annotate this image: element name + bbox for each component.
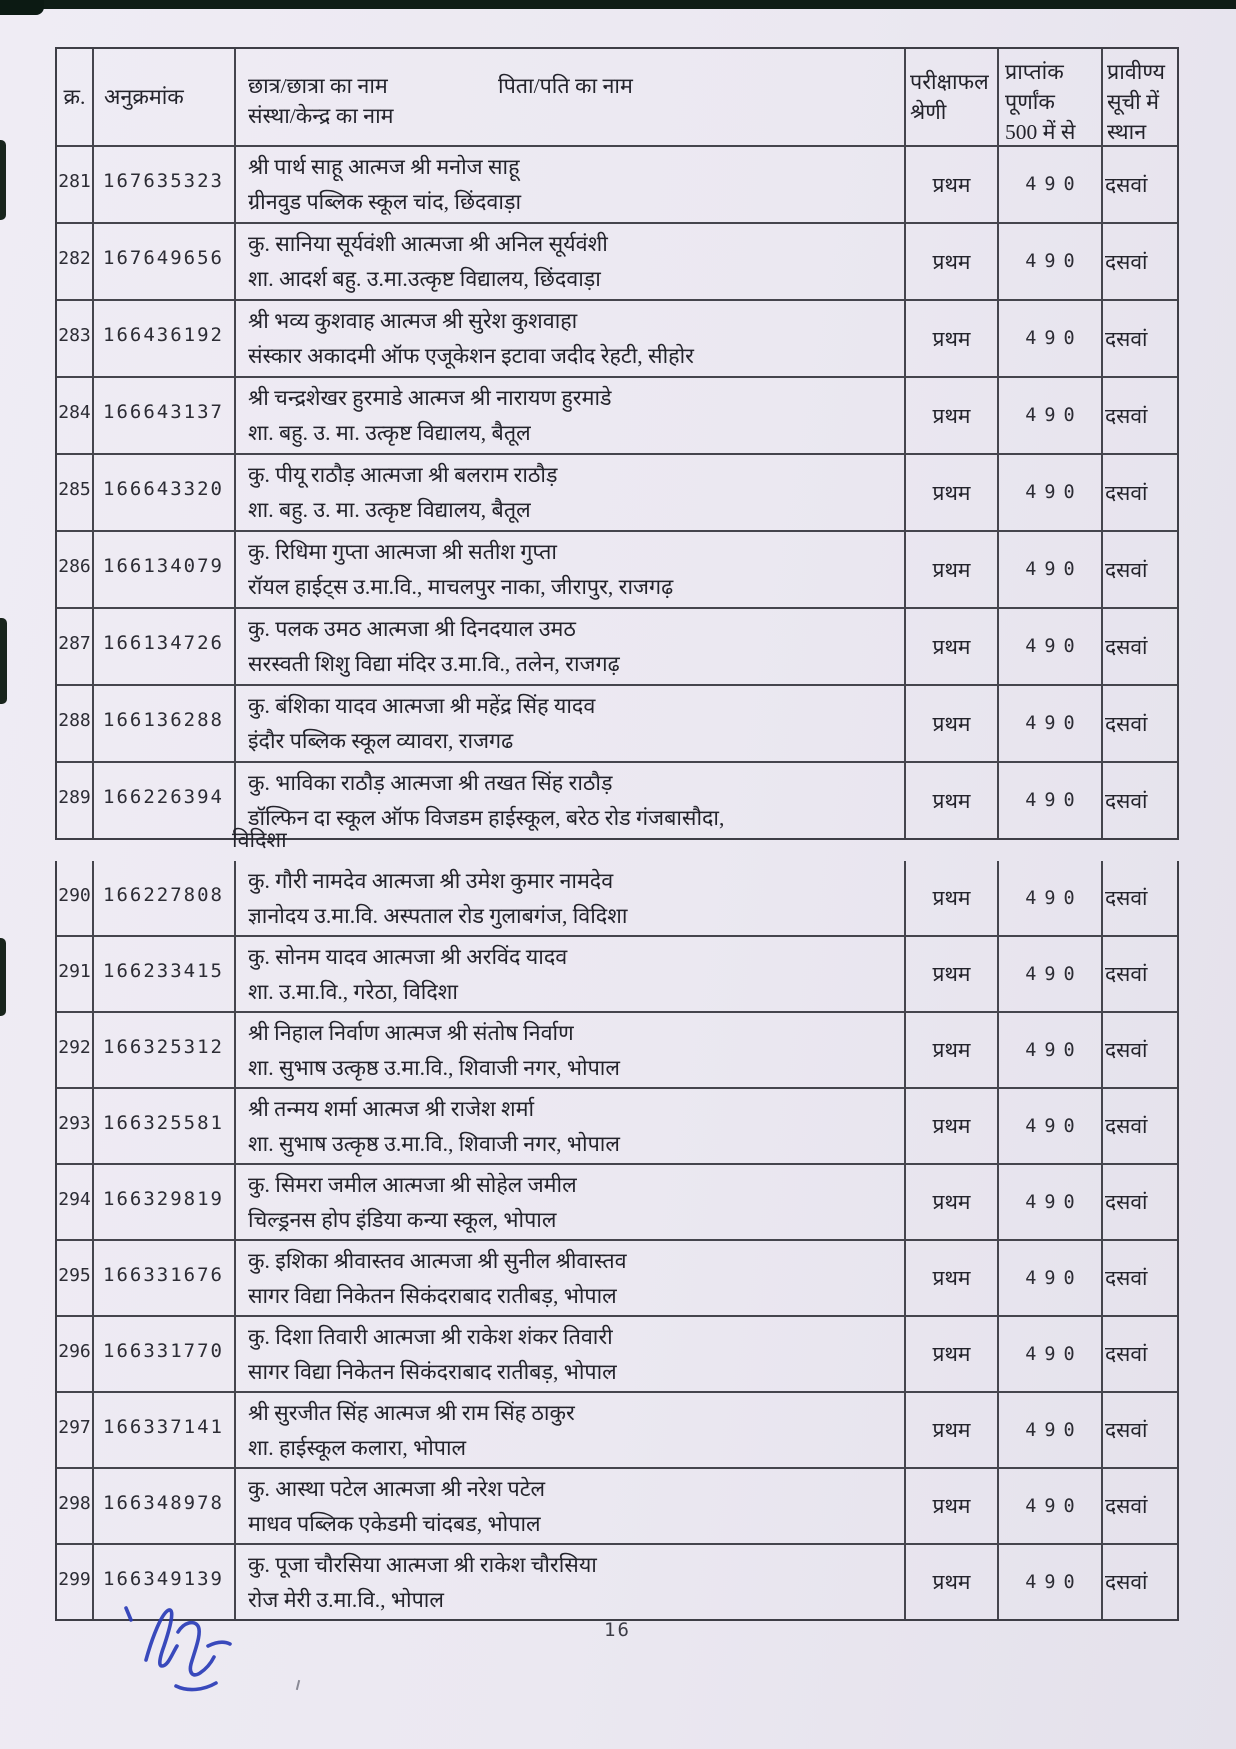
serial-cell: 287 bbox=[58, 633, 91, 654]
scan-edge-band-top bbox=[0, 0, 1236, 9]
roll-cell: 166337141 bbox=[92, 1393, 234, 1467]
result-cell: प्रथम bbox=[904, 1241, 997, 1315]
result-cell: प्रथम bbox=[904, 378, 997, 453]
result-cell: प्रथम bbox=[904, 455, 997, 530]
marks-cell: 490 bbox=[997, 301, 1101, 376]
table-row bbox=[57, 1087, 1177, 1163]
table-row bbox=[57, 1467, 1177, 1543]
result-cell: प्रथम bbox=[904, 147, 997, 222]
student-father-name: कु. पलक उमठ आत्मजा श्री दिनदयाल उमठ bbox=[248, 617, 576, 641]
student-father-name: कु. रिधिमा गुप्ता आत्मजा श्री सतीश गुप्ता bbox=[248, 540, 557, 564]
name-cell bbox=[234, 147, 904, 222]
roll-cell: 166134079 bbox=[92, 532, 234, 607]
marks-cell: 490 bbox=[997, 455, 1101, 530]
serial-cell: 283 bbox=[58, 325, 91, 346]
result-cell: प्रथम bbox=[904, 1545, 997, 1619]
marks-cell: 490 bbox=[997, 378, 1101, 453]
table-header-row bbox=[57, 49, 1177, 145]
scan-edge-smudge bbox=[0, 140, 6, 220]
name-cell bbox=[234, 301, 904, 376]
merit-cell: दसवां bbox=[1101, 1469, 1177, 1543]
roll-cell: 166325312 bbox=[92, 1013, 234, 1087]
student-father-name: कु. इशिका श्रीवास्तव आत्मजा श्री सुनील श्रीवास्तव bbox=[248, 1249, 627, 1273]
student-father-name: कु. सिमरा जमील आत्मजा श्री सोहेल जमील bbox=[248, 1173, 577, 1197]
name-cell bbox=[234, 455, 904, 530]
merit-cell: दसवां bbox=[1101, 1089, 1177, 1163]
roll-cell: 166329819 bbox=[92, 1165, 234, 1239]
table-row bbox=[57, 530, 1177, 607]
marks-cell: 490 bbox=[997, 686, 1101, 761]
merit-cell: दसवां bbox=[1101, 1317, 1177, 1391]
marks-cell: 490 bbox=[997, 1545, 1101, 1619]
student-father-name: कु. आस्था पटेल आत्मजा श्री नरेश पटेल bbox=[248, 1477, 546, 1501]
merit-cell: दसवां bbox=[1101, 1545, 1177, 1619]
table-row bbox=[57, 376, 1177, 453]
name-cell bbox=[234, 763, 904, 838]
table-row bbox=[57, 1239, 1177, 1315]
serial-cell: 288 bbox=[58, 710, 91, 731]
table-row bbox=[57, 1391, 1177, 1467]
merit-cell: दसवां bbox=[1101, 937, 1177, 1011]
header-roll-label: अनुक्रमांक bbox=[104, 85, 184, 109]
serial-cell: 289 bbox=[58, 787, 91, 808]
table-row bbox=[57, 299, 1177, 376]
name-cell bbox=[234, 1241, 904, 1315]
marks-cell: 490 bbox=[997, 1469, 1101, 1543]
school-name: शा. सुभाष उत्कृष्ठ उ.मा.वि., शिवाजी नगर, भोपाल bbox=[248, 1132, 620, 1156]
result-cell: प्रथम bbox=[904, 532, 997, 607]
merit-list-table-upper bbox=[55, 47, 1179, 840]
result-cell: प्रथम bbox=[904, 301, 997, 376]
header-result-line1: परीक्षाफल bbox=[910, 70, 989, 94]
serial-cell: 294 bbox=[58, 1189, 91, 1210]
header-merit bbox=[1101, 49, 1177, 145]
name-cell bbox=[234, 861, 904, 935]
table-row bbox=[57, 1011, 1177, 1087]
marks-cell: 490 bbox=[997, 1165, 1101, 1239]
student-father-name: कु. पीयू राठौड़ आत्मजा श्री बलराम राठौड़ bbox=[248, 463, 558, 487]
header-father-name-label: पिता/पति का नाम bbox=[498, 74, 633, 98]
serial-cell: 286 bbox=[58, 556, 91, 577]
header-name-line1 bbox=[248, 71, 904, 101]
merit-cell: दसवां bbox=[1101, 224, 1177, 299]
merit-list-table-lower bbox=[55, 861, 1179, 1621]
table-row bbox=[57, 684, 1177, 761]
roll-cell: 166643320 bbox=[92, 455, 234, 530]
student-father-name: कु. भाविका राठौड़ आत्मजा श्री तखत सिंह राठौड़ bbox=[248, 771, 613, 795]
school-name: सागर विद्या निकेतन सिकंदराबाद रातीबड़, भोपाल bbox=[248, 1360, 617, 1384]
student-father-name: कु. सानिया सूर्यवंशी आत्मजा श्री अनिल सूर्यवंशी bbox=[248, 232, 608, 256]
serial-cell: 297 bbox=[58, 1417, 91, 1438]
merit-cell: दसवां bbox=[1101, 861, 1177, 935]
serial-cell: 292 bbox=[58, 1037, 91, 1058]
table-row bbox=[57, 607, 1177, 684]
roll-cell: 166136288 bbox=[92, 686, 234, 761]
marks-cell: 490 bbox=[997, 1013, 1101, 1087]
name-cell bbox=[234, 937, 904, 1011]
student-father-name: श्री भव्य कुशवाह आत्मज श्री सुरेश कुशवाहा bbox=[248, 309, 578, 333]
student-father-name: कु. सोनम यादव आत्मजा श्री अरविंद यादव bbox=[248, 945, 568, 969]
result-cell: प्रथम bbox=[904, 224, 997, 299]
roll-cell: 166134726 bbox=[92, 609, 234, 684]
header-merit-line1: प्रावीण्य bbox=[1107, 60, 1166, 84]
school-name: सरस्वती शिशु विद्या मंदिर उ.मा.वि., तलेन, राजगढ़ bbox=[248, 652, 620, 676]
school-name: सागर विद्या निकेतन सिकंदराबाद रातीबड़, भोपाल bbox=[248, 1284, 617, 1308]
roll-cell: 166227808 bbox=[92, 861, 234, 935]
result-cell: प्रथम bbox=[904, 609, 997, 684]
school-name: माधव पब्लिक एकेडमी चांदबड, भोपाल bbox=[248, 1512, 541, 1536]
marks-cell: 490 bbox=[997, 609, 1101, 684]
merit-cell: दसवां bbox=[1101, 455, 1177, 530]
header-marks-line2: पूर्णांक bbox=[1005, 90, 1055, 114]
serial-cell: 281 bbox=[58, 171, 91, 192]
marks-cell: 490 bbox=[997, 861, 1101, 935]
table-row bbox=[57, 861, 1177, 935]
student-father-name: श्री पार्थ साहू आत्मज श्री मनोज साहू bbox=[248, 155, 520, 179]
student-father-name: कु. गौरी नामदेव आत्मजा श्री उमेश कुमार नामदेव bbox=[248, 869, 614, 893]
school-name: शा. आदर्श बहु. उ.मा.उत्कृष्ट विद्यालय, छिंदवाड़ा bbox=[248, 267, 601, 291]
marks-cell: 490 bbox=[997, 147, 1101, 222]
header-student-name-label: छात्र/छात्रा का नाम bbox=[248, 74, 388, 98]
handwritten-signature bbox=[112, 1594, 292, 1694]
header-result-line2: श्रेणी bbox=[910, 100, 947, 124]
scan-edge-corner bbox=[0, 0, 44, 15]
serial-cell: 290 bbox=[58, 885, 91, 906]
school-name: शा. बहु. उ. मा. उत्कृष्ट विद्यालय, बैतूल bbox=[248, 421, 531, 445]
header-merit-line2: सूची में bbox=[1107, 90, 1159, 114]
school-name: चिल्ड्रनस होप इंडिया कन्या स्कूल, भोपाल bbox=[248, 1208, 557, 1232]
result-cell: प्रथम bbox=[904, 763, 997, 838]
roll-cell: 167635323 bbox=[92, 147, 234, 222]
marks-cell: 490 bbox=[997, 763, 1101, 838]
table-row bbox=[57, 453, 1177, 530]
merit-cell: दसवां bbox=[1101, 1013, 1177, 1087]
name-cell bbox=[234, 532, 904, 607]
header-serial-label: क्र. bbox=[63, 85, 86, 109]
scan-speck bbox=[296, 1680, 300, 1690]
page-number: 16 bbox=[604, 1619, 631, 1641]
serial-cell: 291 bbox=[58, 961, 91, 982]
roll-cell: 166331770 bbox=[92, 1317, 234, 1391]
name-cell bbox=[234, 609, 904, 684]
merit-cell: दसवां bbox=[1101, 1241, 1177, 1315]
student-father-name: कु. बंशिका यादव आत्मजा श्री महेंद्र सिंह यादव bbox=[248, 694, 596, 718]
merit-cell: दसवां bbox=[1101, 147, 1177, 222]
name-cell bbox=[234, 686, 904, 761]
school-name: शा. हाईस्कूल कलारा, भोपाल bbox=[248, 1436, 467, 1460]
scan-edge-smudge bbox=[0, 938, 6, 1016]
merit-cell: दसवां bbox=[1101, 378, 1177, 453]
result-cell: प्रथम bbox=[904, 686, 997, 761]
result-cell: प्रथम bbox=[904, 1393, 997, 1467]
merit-cell: दसवां bbox=[1101, 301, 1177, 376]
result-cell: प्रथम bbox=[904, 1469, 997, 1543]
name-cell bbox=[234, 1393, 904, 1467]
result-cell: प्रथम bbox=[904, 937, 997, 1011]
merit-cell: दसवां bbox=[1101, 1165, 1177, 1239]
roll-cell: 166349139 bbox=[92, 1545, 234, 1619]
table-row bbox=[57, 222, 1177, 299]
header-merit-line3: स्थान bbox=[1107, 120, 1147, 144]
school-name: शा. उ.मा.वि., गरेठा, विदिशा bbox=[248, 980, 458, 1004]
marks-cell: 490 bbox=[997, 937, 1101, 1011]
school-name: शा. बहु. उ. मा. उत्कृष्ट विद्यालय, बैतूल bbox=[248, 498, 531, 522]
serial-cell: 284 bbox=[58, 402, 91, 423]
name-cell bbox=[234, 1317, 904, 1391]
result-cell: प्रथम bbox=[904, 1317, 997, 1391]
header-name bbox=[234, 49, 904, 145]
merit-cell: दसवां bbox=[1101, 686, 1177, 761]
merit-cell: दसवां bbox=[1101, 532, 1177, 607]
name-cell bbox=[234, 1469, 904, 1543]
table-row bbox=[57, 761, 1177, 838]
roll-cell: 166348978 bbox=[92, 1469, 234, 1543]
roll-cell: 166436192 bbox=[92, 301, 234, 376]
school-name: रोज मेरी उ.मा.वि., भोपाल bbox=[248, 1588, 444, 1612]
student-father-name: कु. दिशा तिवारी आत्मजा श्री राकेश शंकर तिवारी bbox=[248, 1325, 613, 1349]
name-cell bbox=[234, 1545, 904, 1619]
serial-cell: 293 bbox=[58, 1113, 91, 1134]
result-cell: प्रथम bbox=[904, 1013, 997, 1087]
name-cell bbox=[234, 224, 904, 299]
serial-cell: 285 bbox=[58, 479, 91, 500]
header-roll bbox=[92, 49, 234, 145]
name-cell bbox=[234, 1165, 904, 1239]
header-result bbox=[904, 49, 997, 145]
serial-cell: 296 bbox=[58, 1341, 91, 1362]
merit-cell: दसवां bbox=[1101, 609, 1177, 684]
serial-cell: 282 bbox=[58, 248, 91, 269]
school-name-overflow: विदिशा bbox=[232, 828, 287, 852]
marks-cell: 490 bbox=[997, 1241, 1101, 1315]
table-row bbox=[57, 1163, 1177, 1239]
name-cell bbox=[234, 1089, 904, 1163]
result-cell: प्रथम bbox=[904, 1165, 997, 1239]
school-name: ग्रीनवुड पब्लिक स्कूल चांद, छिंदवाड़ा bbox=[248, 190, 522, 214]
marks-cell: 490 bbox=[997, 1089, 1101, 1163]
roll-cell: 167649656 bbox=[92, 224, 234, 299]
roll-cell: 166643137 bbox=[92, 378, 234, 453]
header-marks-line3: 500 में से bbox=[1005, 120, 1076, 144]
serial-cell: 295 bbox=[58, 1265, 91, 1286]
student-father-name: श्री चन्द्रशेखर हुरमाडे आत्मज श्री नारायण हुरमाडे bbox=[248, 386, 612, 410]
school-name: इंदौर पब्लिक स्कूल व्यावरा, राजगढ bbox=[248, 729, 514, 753]
roll-cell: 166226394 bbox=[92, 763, 234, 838]
header-marks-line1: प्राप्तांक bbox=[1005, 60, 1064, 84]
school-name: संस्कार अकादमी ऑफ एजूकेशन इटावा जदीद रेहटी, सीहोर bbox=[248, 344, 694, 368]
name-cell bbox=[234, 378, 904, 453]
student-father-name: श्री सुरजीत सिंह आत्मज श्री राम सिंह ठाकुर bbox=[248, 1401, 575, 1425]
name-cell bbox=[234, 1013, 904, 1087]
marks-cell: 490 bbox=[997, 224, 1101, 299]
table-row bbox=[57, 935, 1177, 1011]
school-name: डॉल्फिन दा स्कूल ऑफ विजडम हाईस्कूल, बरेठ रोड गंजबासौदा, bbox=[248, 806, 725, 830]
table-row bbox=[57, 145, 1177, 222]
roll-cell: 166331676 bbox=[92, 1241, 234, 1315]
school-name: शा. सुभाष उत्कृष्ठ उ.मा.वि., शिवाजी नगर, भोपाल bbox=[248, 1056, 620, 1080]
roll-cell: 166233415 bbox=[92, 937, 234, 1011]
scan-edge-smudge bbox=[0, 618, 7, 704]
marks-cell: 490 bbox=[997, 1393, 1101, 1467]
roll-cell: 166325581 bbox=[92, 1089, 234, 1163]
result-cell: प्रथम bbox=[904, 1089, 997, 1163]
serial-cell: 298 bbox=[58, 1493, 91, 1514]
merit-cell: दसवां bbox=[1101, 763, 1177, 838]
marks-cell: 490 bbox=[997, 1317, 1101, 1391]
serial-cell: 299 bbox=[58, 1569, 91, 1590]
header-serial bbox=[57, 49, 92, 145]
header-marks bbox=[997, 49, 1101, 145]
student-father-name: श्री निहाल निर्वाण आत्मज श्री संतोष निर्वाण bbox=[248, 1021, 574, 1045]
merit-cell: दसवां bbox=[1101, 1393, 1177, 1467]
result-cell: प्रथम bbox=[904, 861, 997, 935]
student-father-name: श्री तन्मय शर्मा आत्मज श्री राजेश शर्मा bbox=[248, 1097, 535, 1121]
student-father-name: कु. पूजा चौरसिया आत्मजा श्री राकेश चौरसिया bbox=[248, 1553, 597, 1577]
header-institution-label: संस्था/केन्द्र का नाम bbox=[248, 104, 394, 128]
school-name: रॉयल हाईट्स उ.मा.वि., माचलपुर नाका, जीरापुर, राजगढ़ bbox=[248, 575, 674, 599]
school-name: ज्ञानोदय उ.मा.वि. अस्पताल रोड गुलाबगंज, विदिशा bbox=[248, 904, 628, 928]
marks-cell: 490 bbox=[997, 532, 1101, 607]
table-row bbox=[57, 1315, 1177, 1391]
